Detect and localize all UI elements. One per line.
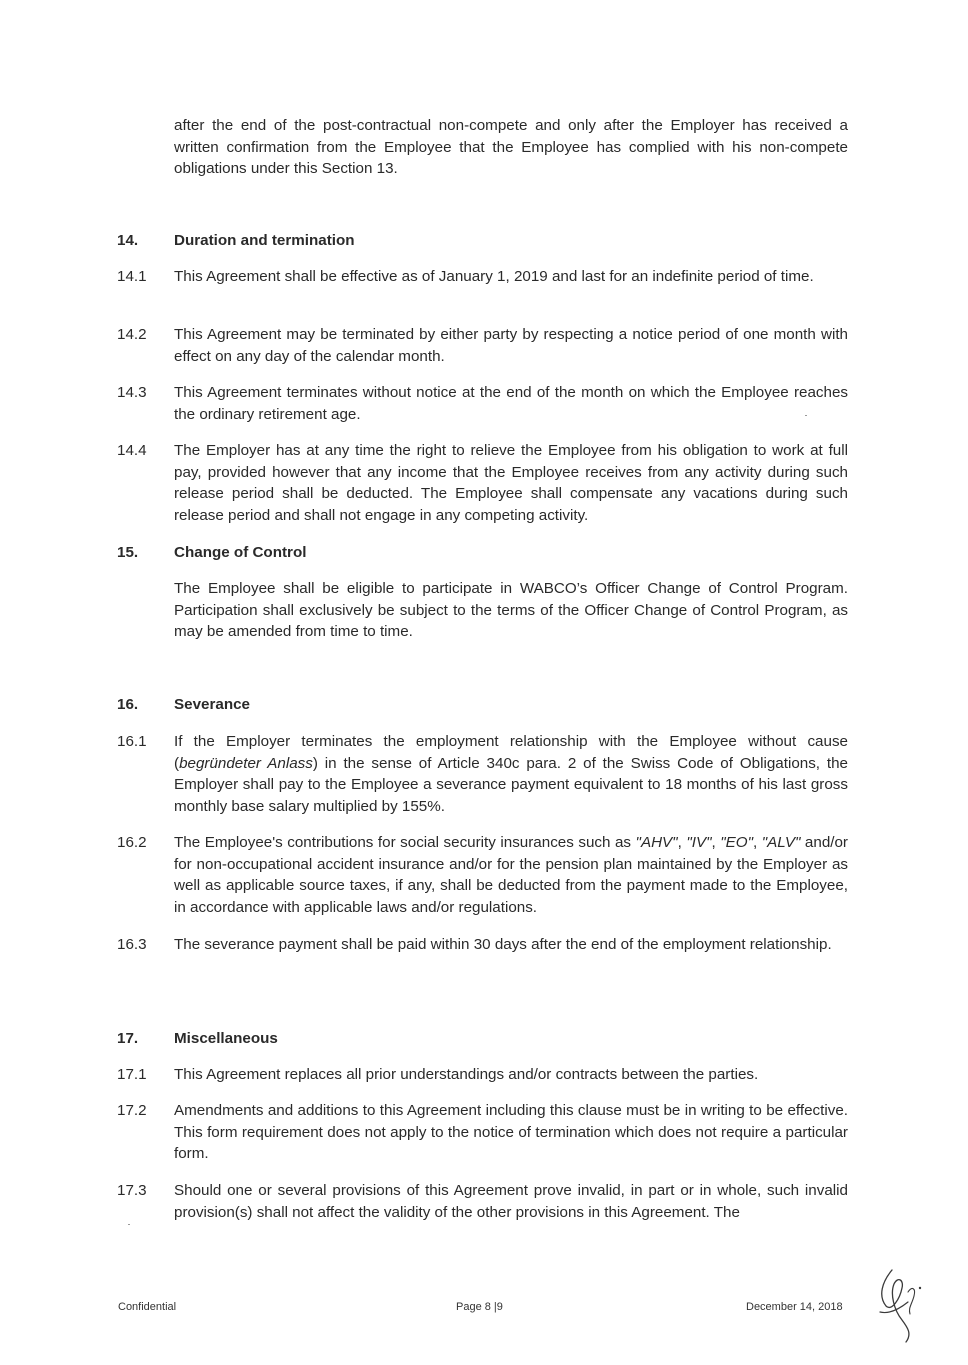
clause-17-1-number: 17.1 bbox=[117, 1066, 147, 1083]
initials-signature-icon bbox=[872, 1262, 928, 1346]
clause-14-3-number: 14.3 bbox=[117, 384, 147, 401]
clause-16-3-text: The severance payment shall be paid within 30 days after the end of the employment relationship. bbox=[174, 936, 832, 953]
clause-14-1-text: This Agreement shall be effective as of January 1, 2019 and last for an indefinite period of time. bbox=[174, 268, 814, 285]
section-17-heading: Miscellaneous bbox=[174, 1030, 278, 1047]
section-14-number: 14. bbox=[117, 232, 139, 249]
section-15-number: 15. bbox=[117, 544, 139, 561]
clause-16-3-number: 16.3 bbox=[117, 936, 147, 953]
clause-17-2-number: 17.2 bbox=[117, 1102, 147, 1119]
term-eo: "EO" bbox=[720, 834, 753, 851]
intro-paragraph: after the end of the post-contractual non-compete and only after the Employer has received a written confirmation from the Employee that the Employee has complied with his non-compete obligations under this Section 13. bbox=[174, 117, 848, 178]
clause-17-3-text: Should one or several provisions of this Agreement prove invalid, in part or in whole, such invalid provision(s) shall not affect the validity of the other provisions in this Agreement. The bbox=[174, 1182, 848, 1221]
section-15-text: The Employee shall be eligible to participate in WABCO’s Officer Change of Control Program. Participation shall exclusively be subject to the terms of the Officer Change of Control Program, as may be amended from time to time. bbox=[174, 580, 848, 641]
clause-16-2-post: and/or for non-occupational accident insurance and/or for the pension plan maintained by the Employer as well as applicable source taxes, if any, shall be deducted from the payment made to the Employee, in accordance with applicable laws and/or regulations. bbox=[174, 834, 848, 916]
clause-14-1-number: 14.1 bbox=[117, 268, 147, 285]
clause-16-1-italic-term: begründeter Anlass bbox=[179, 754, 313, 772]
clause-16-2-number: 16.2 bbox=[117, 834, 147, 851]
section-16-heading: Severance bbox=[174, 696, 250, 713]
section-17-number: 17. bbox=[117, 1030, 139, 1047]
footer-date: December 14, 2018 bbox=[746, 1301, 843, 1313]
clause-16-1-pre: If the Employer terminates the employment relationship with the Employee without cause ( bbox=[174, 733, 848, 772]
scan-speck bbox=[128, 1224, 130, 1225]
separator: , bbox=[752, 834, 762, 851]
clause-17-3-number: 17.3 bbox=[117, 1182, 147, 1199]
clause-14-2-number: 14.2 bbox=[117, 326, 147, 343]
section-16-number: 16. bbox=[117, 696, 139, 713]
footer-page-number: Page 8 |9 bbox=[456, 1301, 503, 1313]
clause-17-1-text: This Agreement replaces all prior understandings and/or contracts between the parties. bbox=[174, 1066, 759, 1083]
clause-16-2-pre: The Employee's contributions for social security insurances such as bbox=[174, 834, 636, 851]
term-ahv: "AHV" bbox=[635, 834, 678, 851]
clause-16-1-post: ) in the sense of Article 340c para. 2 of the Swiss Code of Obligations, the Employer shall pay to the Employee a severance payment equivalent to 18 months of his last gross monthly base salary multiplied by 155%. bbox=[174, 754, 848, 815]
separator: , bbox=[711, 834, 721, 851]
section-15-heading: Change of Control bbox=[174, 544, 307, 561]
clause-14-4-number: 14.4 bbox=[117, 442, 147, 459]
clause-14-2-text: This Agreement may be terminated by either party by respecting a notice period of one month with effect on any day of the calendar month. bbox=[174, 326, 848, 365]
section-14-heading: Duration and termination bbox=[174, 232, 355, 249]
clause-17-2-text: Amendments and additions to this Agreement including this clause must be in writing to be effective. This form requirement does not apply to the notice of termination which does not require a particular form. bbox=[174, 1102, 848, 1163]
clause-16-1-text bbox=[174, 731, 848, 817]
clause-16-2-text bbox=[174, 832, 848, 918]
clause-14-3-text: This Agreement terminates without notice at the end of the month on which the Employee reaches the ordinary retirement age. bbox=[174, 384, 848, 423]
clause-16-1-number: 16.1 bbox=[117, 733, 147, 750]
term-alv: "ALV" bbox=[761, 834, 801, 851]
scan-speck bbox=[805, 415, 807, 416]
footer-confidential: Confidential bbox=[118, 1301, 177, 1313]
term-iv: "IV" bbox=[686, 834, 712, 851]
clause-14-4-text: The Employer has at any time the right to relieve the Employee from his obligation to work at full pay, provided however that any income that the Employee receives from any activity during such release period shall be deducted. The Employee shall compensate any vacations during such release period and shall not engage in any competing activity. bbox=[174, 442, 848, 524]
separator: , bbox=[677, 834, 687, 851]
